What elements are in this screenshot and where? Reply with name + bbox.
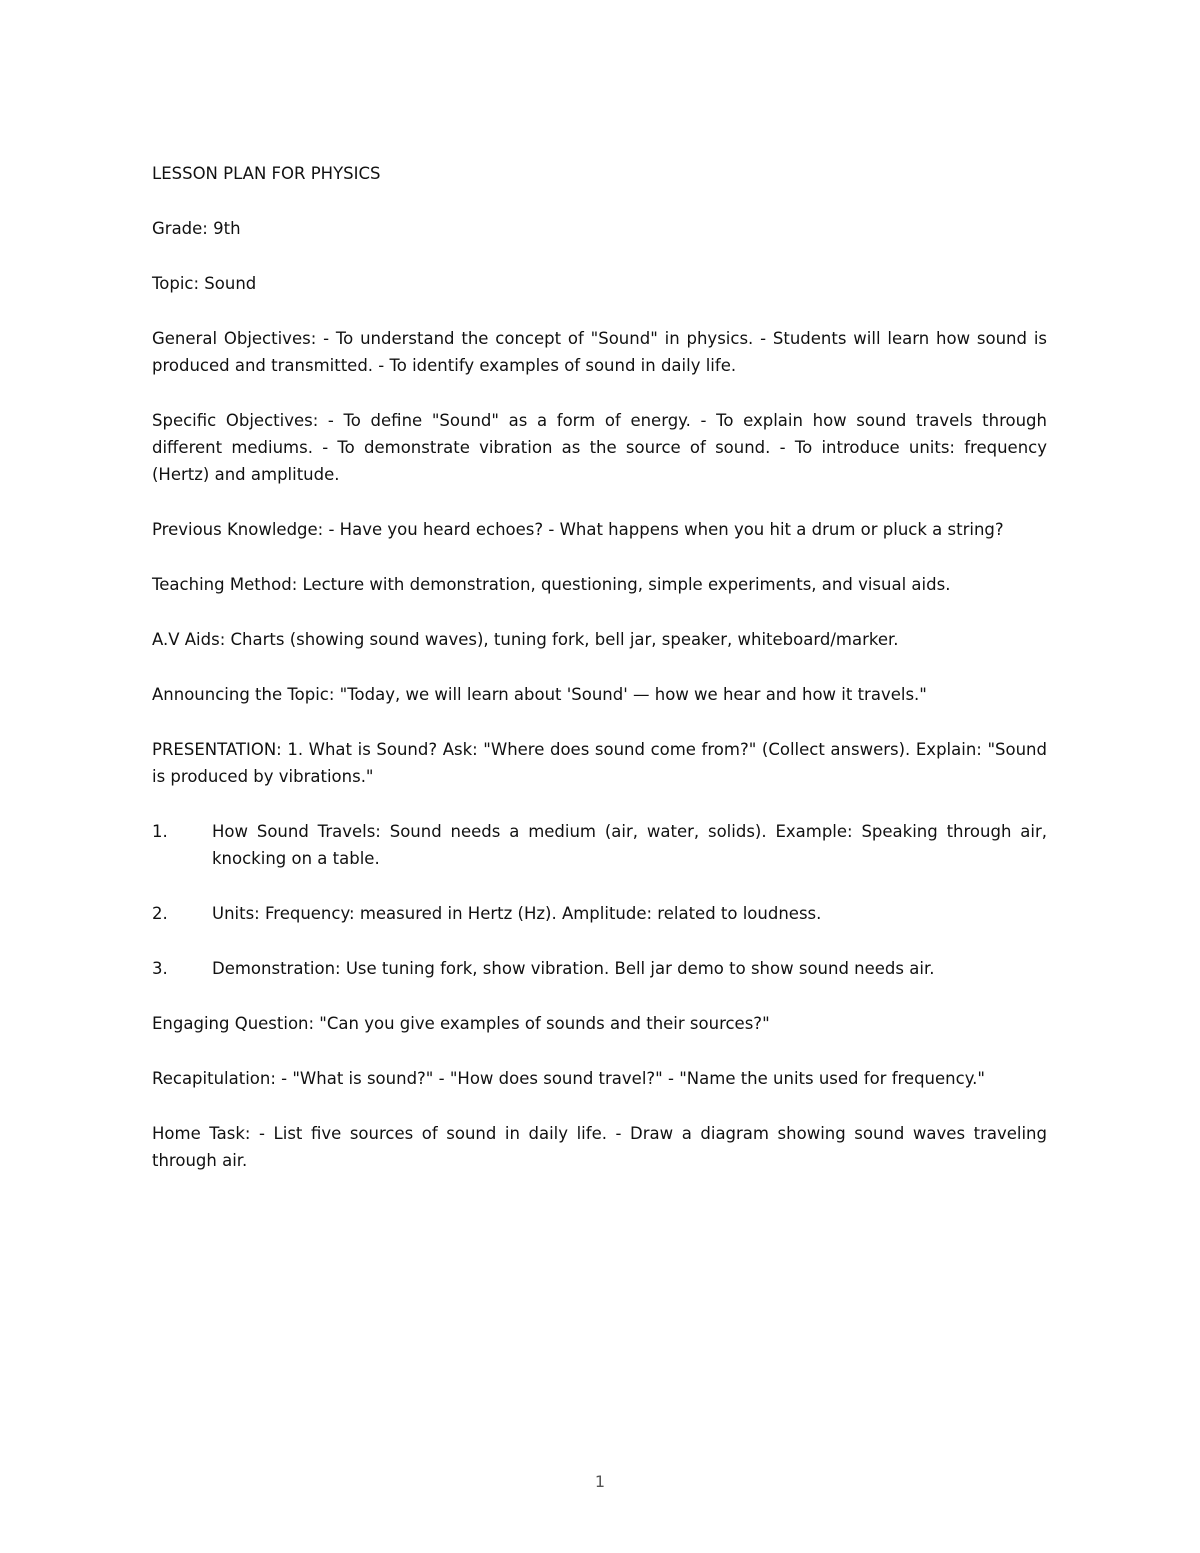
topic-line: Topic: Sound <box>152 274 257 293</box>
list-item <box>152 900 1047 927</box>
page-number: 1 <box>594 1472 606 1491</box>
recapitulation: Recapitulation: - "What is sound?" - "How does sound travel?" - "Name the units used for frequency." <box>152 1069 985 1088</box>
teaching-method: Teaching Method: Lecture with demonstration, questioning, simple experiments, and visual aids. <box>152 575 951 594</box>
presentation-list <box>152 818 1047 982</box>
home-task: Home Task: - List five sources of sound in daily life. - Draw a diagram showing sound waves traveling through air. <box>152 1124 1047 1170</box>
list-item-number: 1. <box>152 822 168 841</box>
document-title: LESSON PLAN FOR PHYSICS <box>152 164 381 183</box>
specific-objectives: Specific Objectives: - To define "Sound" as a form of energy. - To explain how sound travels through different mediums. - To demonstrate vibration as the source of sound. - To introduce units: frequency (Hertz) and amplitude. <box>152 411 1047 484</box>
document-body <box>152 160 1047 1202</box>
list-item-text: Demonstration: Use tuning fork, show vibration. Bell jar demo to show sound needs air. <box>212 959 935 978</box>
presentation: PRESENTATION: 1. What is Sound? Ask: "Where does sound come from?" (Collect answers). Explain: "Sound is produced by vibrations." <box>152 740 1047 786</box>
list-item-number: 3. <box>152 959 168 978</box>
list-item <box>152 955 1047 982</box>
announcing-topic: Announcing the Topic: "Today, we will learn about 'Sound' — how we hear and how it travels." <box>152 685 927 704</box>
list-item-number: 2. <box>152 904 168 923</box>
grade-line: Grade: 9th <box>152 219 241 238</box>
general-objectives: General Objectives: - To understand the concept of "Sound" in physics. - Students will learn how sound is produced and transmitted. - To identify examples of sound in daily life. <box>152 329 1047 375</box>
previous-knowledge: Previous Knowledge: - Have you heard echoes? - What happens when you hit a drum or pluck a string? <box>152 520 1004 539</box>
list-item-text: How Sound Travels: Sound needs a medium (air, water, solids). Example: Speaking through air, knocking on a table. <box>212 822 1047 868</box>
av-aids: A.V Aids: Charts (showing sound waves), tuning fork, bell jar, speaker, whiteboard/marker. <box>152 630 899 649</box>
list-item <box>152 818 1047 872</box>
engaging-question: Engaging Question: "Can you give examples of sounds and their sources?" <box>152 1014 770 1033</box>
list-item-text: Units: Frequency: measured in Hertz (Hz). Amplitude: related to loudness. <box>212 904 822 923</box>
